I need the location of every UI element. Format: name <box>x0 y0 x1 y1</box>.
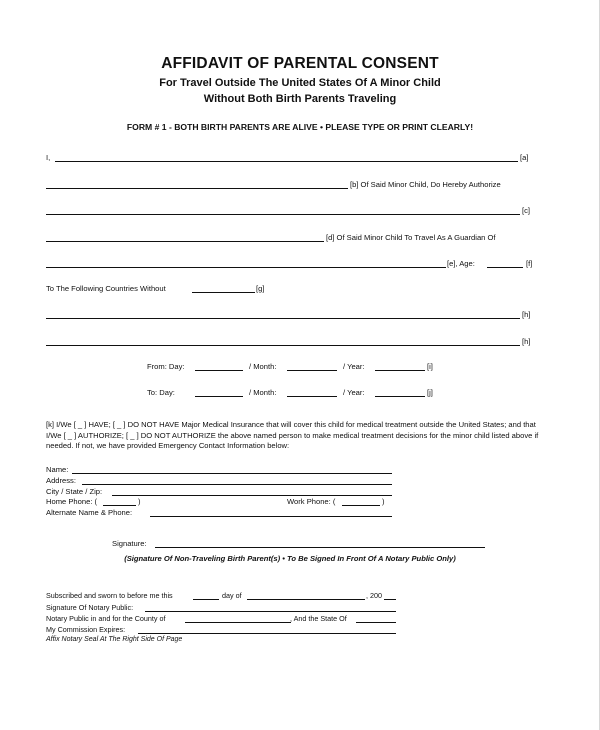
countries-line-2[interactable] <box>46 345 520 346</box>
signature-line[interactable] <box>155 547 485 548</box>
subscribed-label: Subscribed and sworn to before me this <box>46 591 173 600</box>
notary-day-line[interactable] <box>193 599 219 600</box>
field-b-marker: [b] Of Said Minor Child, Do Hereby Authorize <box>350 180 501 189</box>
signature-label: Signature: <box>112 539 147 548</box>
form-instruction: FORM # 1 - BOTH BIRTH PARENTS ARE ALIVE • PLEASE TYPE OR PRINT CLEARLY! <box>126 122 474 132</box>
from-day-label: From: Day: <box>147 362 185 371</box>
notary-signature-line[interactable] <box>145 611 396 612</box>
from-year-label: / Year: <box>343 362 365 371</box>
field-c-marker: [c] <box>522 206 531 215</box>
guardian-relationship-line-d[interactable] <box>46 241 324 242</box>
home-phone-line[interactable] <box>103 505 136 506</box>
emergency-city-label: City / State / Zip: <box>46 487 103 496</box>
work-phone-line[interactable] <box>342 505 380 506</box>
relationship-line-b[interactable] <box>46 188 348 189</box>
child-name-line[interactable] <box>46 267 446 268</box>
year-prefix-label: , 200 <box>366 591 382 600</box>
notary-county-line[interactable] <box>185 622 291 623</box>
countries-label: To The Following Countries Without <box>46 284 166 293</box>
notary-state-line[interactable] <box>356 622 396 623</box>
to-month-label: / Month: <box>249 388 277 397</box>
countries-line-1[interactable] <box>46 318 520 319</box>
field-e-age-label: [e], Age: <box>447 259 475 268</box>
child-age-line[interactable] <box>487 267 523 268</box>
notary-seal-note: Affix Notary Seal At The Right Side Of Page <box>46 636 183 643</box>
field-i-marker: [i] <box>427 362 433 371</box>
from-day-line[interactable] <box>195 370 243 371</box>
document-subtitle-line2: Without Both Birth Parents Traveling <box>203 93 397 105</box>
field-f-marker: [f] <box>526 259 533 268</box>
notary-year-line[interactable] <box>384 599 396 600</box>
home-phone-close: ) <box>138 497 141 506</box>
field-g-marker: [g] <box>256 284 265 293</box>
work-phone-label: Work Phone: ( <box>287 497 336 506</box>
day-of-label: day of <box>222 591 242 600</box>
field-j-marker: [j] <box>427 388 433 397</box>
from-year-line[interactable] <box>375 370 425 371</box>
guardian-name-line[interactable] <box>46 214 520 215</box>
parent-name-line[interactable] <box>55 161 518 162</box>
alternate-contact-label: Alternate Name & Phone: <box>46 508 133 517</box>
notary-month-line[interactable] <box>247 599 365 600</box>
to-day-label: To: Day: <box>147 388 175 397</box>
emergency-city-line[interactable] <box>112 495 392 496</box>
to-day-line[interactable] <box>195 396 243 397</box>
emergency-address-label: Address: <box>46 476 76 485</box>
emergency-name-label: Name: <box>46 465 69 474</box>
commission-label: My Commission Expires: <box>46 625 126 634</box>
notary-state-label: , And the State Of <box>290 614 347 623</box>
emergency-name-line[interactable] <box>72 473 392 474</box>
commission-line[interactable] <box>138 633 396 634</box>
from-month-label: / Month: <box>249 362 277 371</box>
notary-signature-label: Signature Of Notary Public: <box>46 603 134 612</box>
document-subtitle-line1: For Travel Outside The United States Of A Minor Child <box>159 77 441 89</box>
to-month-line[interactable] <box>287 396 337 397</box>
field-d-marker: [d] Of Said Minor Child To Travel As A Guardian Of <box>326 233 496 242</box>
notary-county-label: Notary Public in and for the County of <box>46 614 166 623</box>
i-label: I, <box>46 153 51 162</box>
from-month-line[interactable] <box>287 370 337 371</box>
medical-insurance-paragraph: [k] I/We [ _ ] HAVE; [ _ ] DO NOT HAVE Major Medical Insurance that will cover this child for medical treatment outside the United States; and that I/We [ _ ] AUTHORIZE; [ _ ] DO NOT AUTHORIZE the above named person to make medical treatment decisions for the minor child listed above if needed. If not, we have provided Emergency Contact Information below: <box>46 420 539 451</box>
signature-caption: (Signature Of Non-Traveling Birth Parent(s) • To Be Signed In Front Of A Notary Public Only) <box>124 554 456 563</box>
field-h1-marker: [h] <box>522 310 531 319</box>
field-a-marker: [a] <box>520 153 529 162</box>
work-phone-close: ) <box>382 497 385 506</box>
field-h2-marker: [h] <box>522 337 531 346</box>
home-phone-label: Home Phone: ( <box>46 497 98 506</box>
document-title: AFFIDAVIT OF PARENTAL CONSENT <box>161 55 439 72</box>
alternate-contact-line[interactable] <box>150 516 392 517</box>
countries-short-line[interactable] <box>192 292 255 293</box>
to-year-label: / Year: <box>343 388 365 397</box>
to-year-line[interactable] <box>375 396 425 397</box>
emergency-address-line[interactable] <box>82 484 392 485</box>
